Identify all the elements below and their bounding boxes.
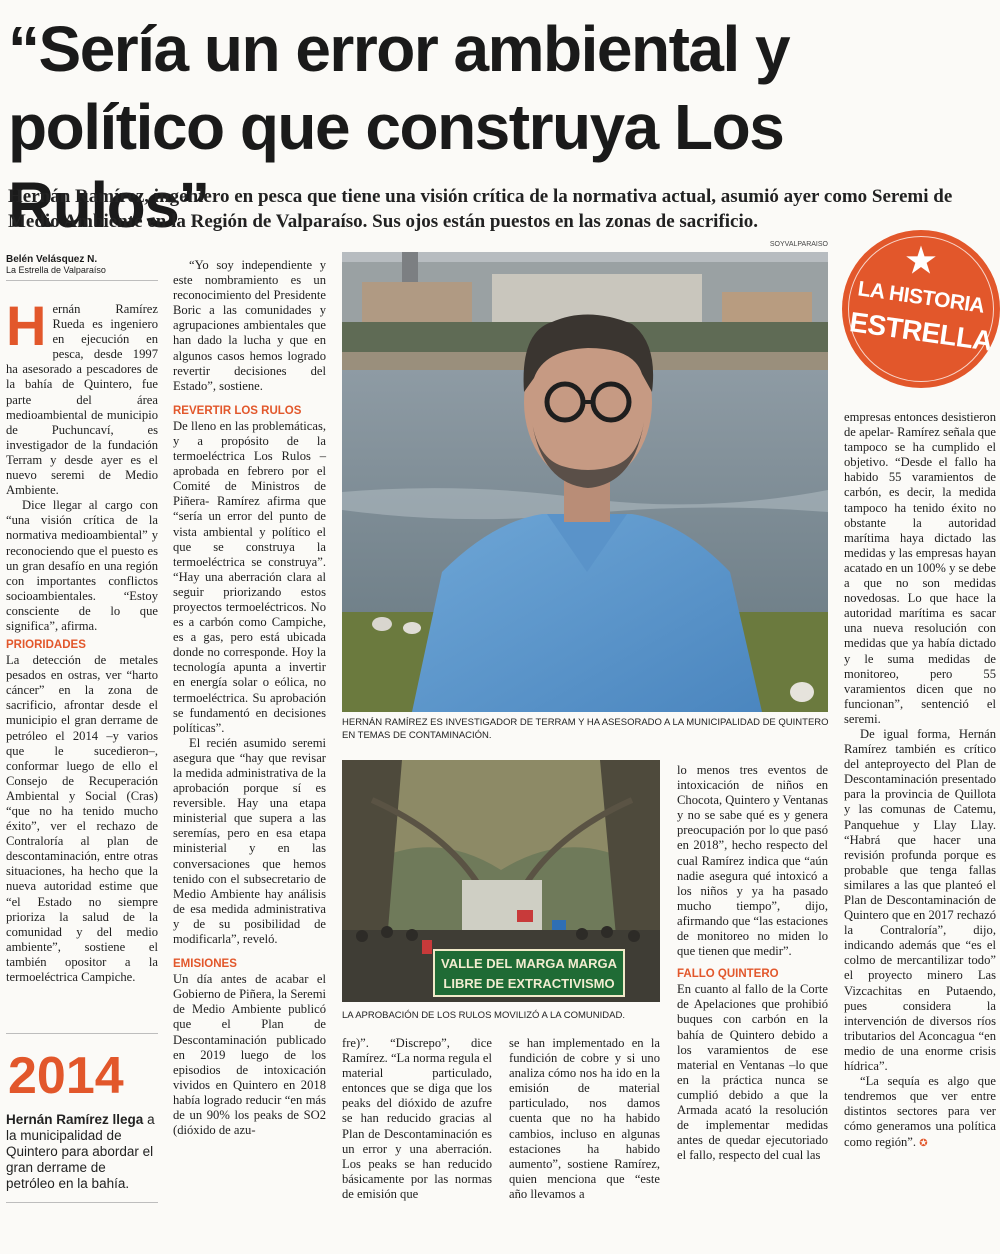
- divider: [6, 1033, 158, 1034]
- paragraph: Dice llegar al cargo con “una visión crítica de la normativa medioambiental” y reconociendo que el puesto es un gran desafío en una región con importantes conflictos socioambientales. “Estoy consciente de lo que significa”, afirma.: [6, 498, 158, 633]
- section-heading-fallo: FALLO QUINTERO: [677, 968, 779, 981]
- divider: [6, 1202, 158, 1203]
- headline: “Sería un error ambiental y político que construya Los Rulos”: [8, 13, 790, 241]
- paragraph: Un día antes de acabar el Gobierno de Piñera, la Seremi de Medio Ambiente publicó que el Plan de Descontaminación publicado en 2019 luego de los episodios de intoxicación vividos en Quintero en 2018 había logrado reducir “en más de un 90% los peaks de SO2 (dióxido de azu-: [173, 972, 326, 1138]
- section-heading-prioridades: PRIORIDADES: [6, 639, 86, 652]
- paragraph: Hernán Ramírez Rueda es ingeniero en ejecución en pesca, desde 1997 ha asesorado a pescadores de la bahía de Quintero, fue parte del área medioambiental de municipio de Puchuncaví, es investigador de la fundación Terram y desde ayer es el nuevo seremi de Medio Ambiente.: [6, 294, 158, 498]
- subhead: Hernán Ramírez, ingeniero en pesca que tiene una visión crítica de la normativa actual, asumió ayer como Seremi de Medio Ambiente en la Región de Valparaíso. Sus ojos están puestos en las zonas de sacrificio.: [8, 186, 953, 232]
- end-mark-icon: ✪: [919, 1137, 928, 1149]
- photo-caption-2: LA APROBACIÓN DE LOS RULOS MOVILIZÓ A LA COMUNIDAD.: [342, 1010, 625, 1021]
- paragraph: El recién asumido seremi asegura que “hay que revisar la medida administrativa de la aprobación porque sí es reversible. Hay una etapa ministerial que supera a las seremías, pero en esa etapa ministerial y en las conversaciones que hemos tenido con el subsecretario de Medio Ambiente hay análisis de esa medida administrativa y de su posibilidad de modificarla”, reveló.: [173, 735, 326, 947]
- photo-credit: SOYVALPARAISO: [769, 241, 828, 248]
- paragraph: lo menos tres eventos de intoxicación de niños en Chocota, Quintero y Ventanas y no se sabe qué es y genera preocupación por lo que pasó en 2018”, hecho respecto del cual Ramírez indica que “aún nadie asegura qué intoxicó a los niños y ya ha pasado mucho tiempo”, dijo, afirmando que “las estaciones de monitoreo no miden lo que tienen que medir”.: [677, 763, 828, 959]
- portrait-image: [342, 252, 828, 712]
- byline: [6, 254, 156, 275]
- paragraph: “La sequía es algo que tendremos que ver entre distintos sectores para ver cómo generamos una política como región”. ✪: [844, 1074, 996, 1149]
- banner-text-2: LIBRE DE EXTRACTIVISMO: [443, 976, 615, 991]
- sidebar-text: Hernán Ramírez llega a la municipalidad de Quintero para abordar el gran derrame de petróleo en la bahía.: [6, 1112, 155, 1191]
- paragraph: De igual forma, Hernán Ramírez también es crítico del anteproyecto del Plan de Descontaminación presentado para la provincia de Quillota y las comunas de Catemu, Panquehue y Llay Llay. “Habrá que hacer una revisión profunda porque es probable que tenga fallas similares a las que planteó el Plan de Descontaminación de Quintero que en 2017 rechazó la Contraloría”, dijo, indicando además que “es el colmo de mercantilizar todo” el proyecto minero Las Vizcachitas en Putaendo, pues considera la intervención de diversos ríos tributarios del Aconcagua “en medio de una enorme crisis hídrica”.: [844, 726, 996, 1074]
- paragraph: En cuanto al fallo de la Corte de Apelaciones que prohibió buques con carbón en la bahía de Quintero debido a los varamientos de ese material en Ventanas –lo que en la práctica nunca se cumplió debido a que la Armada acató la resolución de implementar medidas antes de quedar ejecutoriado el fallo, respecto del cual las: [677, 982, 828, 1163]
- paragraph: se han implementado en la fundición de cobre y si uno analiza cómo nos ha ido en la emisión de material particulado, nos damos cuenta que no ha habido cambios, incluso en algunas estaciones ha habido aumento”, sostiene Ramírez, quien menciona que “este año llevamos a: [509, 1036, 660, 1201]
- paragraph: La detección de metales pesados en ostras, ver “harto cáncer” en la zona de sacrificio, afrontar desde el municipio el gran derrame de petróleo el 2014 –y varios que le sucedieron–, conformar luego de ello el Consejo de Recuperación Ambiental y Social (Cras) “que no ha tenido mucho éxito”, ver el rechazo de Contraloría al plan de descontaminación, entre otras situaciones, ha hecho que la nueva autoridad estime que “el Estado no siempre prioriza la salud de la comunidad y del medio ambiente”, sostiene el también opositor a la termoeléctrica Campiche.: [6, 653, 158, 985]
- byline-outlet: La Estrella de Valparaíso: [6, 265, 106, 275]
- article-column-2: [173, 258, 326, 1138]
- article-column-6: [844, 410, 996, 1151]
- byline-author: Belén Velásquez N.: [6, 254, 98, 265]
- badge-line-1: LA HISTORIA: [856, 277, 986, 318]
- section-heading-emisiones: EMISIONES: [173, 958, 237, 971]
- paragraph: De lleno en las problemáticas, y a propósito de la termoeléctrica Los Rulos –aprobada en febrero por el Comité de Ministros de Piñera- Ramírez afirma que “sería un error del punto de vista ambiental y político el que se construya la termoeléctrica se construya”. “Hay una aberración clara al seguir priorizando estos proyectos termoeléctricos. No es a carbón como Campiche, es a gas, pero está ubicada donde no corresponde. Hoy la tecnología apunta a invertir en energía solar o eólica, no termoeléctrica. Su aprobación se fundamentó en decisiones políticas”.: [173, 418, 326, 735]
- drop-cap: H: [6, 294, 47, 357]
- photo-portrait: [342, 252, 828, 712]
- march-image: [342, 760, 660, 1002]
- article-column-5: [677, 763, 828, 1163]
- article-column-3: [342, 1036, 492, 1202]
- divider: [6, 280, 158, 281]
- article-column-1: [6, 294, 158, 985]
- paragraph: fre)”. “Discrepo”, dice Ramírez. “La norma regula el material particulado, entonces que se diga que los peaks del dióxido de azufre se han reducido gracias al Plan de Descontaminación es un error y una aberración. Los peaks se han reducido básicamente por las normas de emisión que: [342, 1036, 492, 1201]
- sidebar-year: 2014: [8, 1047, 124, 1105]
- photo-march: [342, 760, 660, 1002]
- article-column-4: [509, 1036, 660, 1202]
- section-heading-revertir: REVERTIR LOS RULOS: [173, 404, 302, 417]
- badge-line-2: ESTRELLA: [847, 306, 995, 357]
- paragraph: empresas entonces desistieron de apelar- Ramírez señala que tampoco se ha cumplido el objetivo. “Desde el fallo ha habido 55 varamientos de carbón, es decir, la medida tampoco ha tenido éxito no obstante la autoridad marítima haya dictado las medidas y las empresas hayan acatado en un 100% y se debe a que no son medidas novedosas. Lo que hace la autoridad marítima es sacar una nueva resolución con medidas que ya había dictado y le suma medidas de monitoreo, pero 55 varamientos dicen que no funcionan”, sentenció el seremi.: [844, 410, 996, 726]
- star-icon: ★: [905, 242, 937, 280]
- photo-caption-1: HERNÁN RAMÍREZ ES INVESTIGADOR DE TERRAM Y HA ASESORADO A LA MUNICIPALIDAD DE QUINTERO EN TEMAS DE CONTAMINACIÓN.: [342, 717, 829, 741]
- historia-estrella-badge: [842, 230, 1000, 388]
- paragraph: “Yo soy independiente y este nombramiento es un reconocimiento del Presidente Boric a las comunidades y agrupaciones ambientales que han dado la lucha y que en algunos casos hemos logrado revertir decisiones del Estado”, sostiene.: [173, 258, 326, 393]
- banner-text-1: VALLE DEL MARGA MARGA: [441, 956, 617, 971]
